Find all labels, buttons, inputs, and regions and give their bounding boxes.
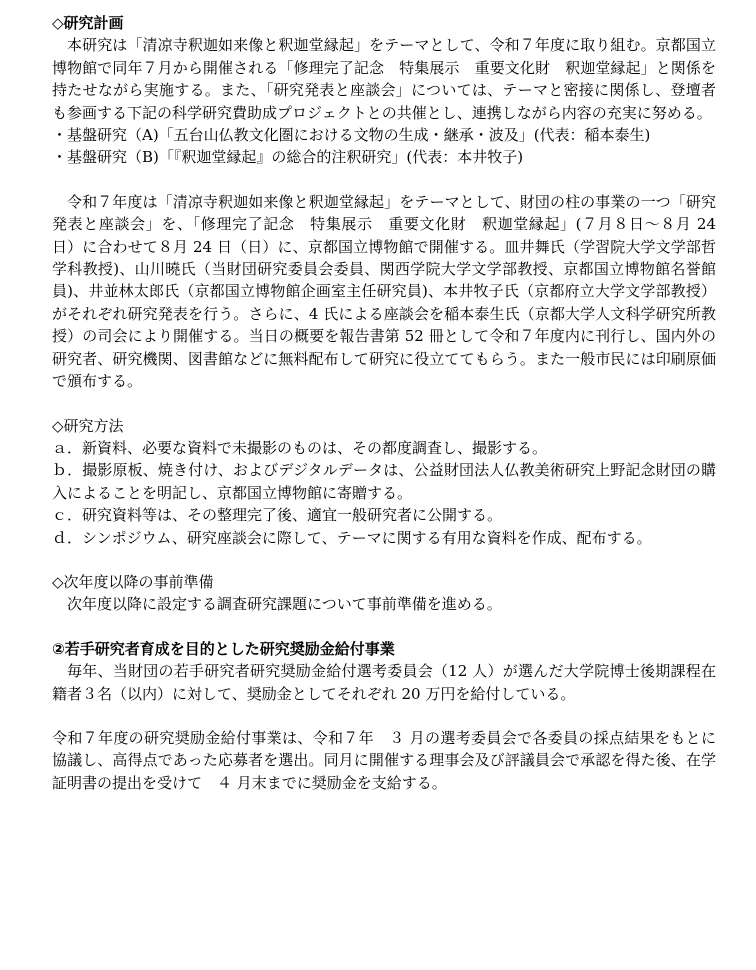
grant-project-item-b: ・基盤研究（B)「『釈迦堂縁起』の総合的注釈研究」(代表：本井牧子) xyxy=(52,148,524,167)
preparation-paragraph: 次年度以降に設定する調査研究課題について事前準備を進める。 xyxy=(67,595,502,614)
research-plan-paragraph: 本研究は「清凉寺釈迦如来像と釈迦堂縁起」をテーマとして、令和７年度に取り組む。京都国立博物館で同年７月から開催される「修理完了記念 特集展示 重要文化財 釈迦堂縁起」と関係を持たせながら実施する。また、「研究発表と座談会」については、テーマと密接に関係し、登壇者も参画する下記の科学研究費助成プロジェクトとの共催とし、連携しながら内容の充実に努める。 xyxy=(52,36,716,122)
method-item-b: ｂ．撮影原板、焼き付け、およびデジタルデータは、公益財団法人仏教美術研究上野記念財団の購入によることを明記し、京都国立博物館に寄贈する。 xyxy=(52,461,716,502)
grant-project-item-a: ・基盤研究（A)「五台山仏教文化圏における文物の生成・継承・波及」(代表：稲本泰生) xyxy=(52,126,651,145)
scholarship-heading: ②若手研究者育成を目的とした研究奨励金給付事業 xyxy=(52,639,395,658)
method-item-c: ｃ．研究資料等は、その整理完了後、適宜一般研究者に公開する。 xyxy=(52,506,503,525)
spacer xyxy=(52,705,716,727)
scholarship-process-paragraph: 令和７年度の研究奨励金給付事業は、令和７年 ３ 月の選考委員会で各委員の採点結果をもとに協議し、高得点であった応募者を選出。同月に開催する理事会及び評議員会で承認を得た後、在学証明書の提出を受けて ４ 月末までに奨励金を支給する。 xyxy=(52,728,716,792)
research-method-heading: ◇研究方法 xyxy=(52,416,124,435)
spacer xyxy=(52,169,716,191)
spacer xyxy=(52,616,716,638)
preparation-heading: ◇次年度以降の事前準備 xyxy=(52,572,214,591)
symposium-paragraph: 令和７年度は「清凉寺釈迦如来像と釈迦堂縁起」をテーマとして、財団の柱の事業の一つ「研究発表と座談会」を、「修理完了記念 特集展示 重要文化財 釈迦堂縁起」(７月８日～８月 24 日）に合わせて８月 24 日（日）に、京都国立博物館で開催する。皿井舞氏（学習院大学文学部哲学科教授)、山川曉氏（当財団研究委員会委員、関西学院大学文学部教授、京都国立博物館名誉館員)、井並林太郎氏（京都国立博物館企画室主任研究員)、本井牧子氏（京都府立大学文学部教授）がそれぞれ研究発表を行う。さらに、4 氏による座談会を稲本泰生氏（京都大学人文科学研究所教授）の司会により開催する。当日の概要を報告書第 52 冊として令和７年度内に刊行し、国内外の研究者、研究機関、図書館などに無料配布して研究に役立ててもらう。また一般市民には印刷原価で頒布する。 xyxy=(52,192,716,391)
spacer xyxy=(52,549,716,571)
research-plan-heading: ◇研究計画 xyxy=(52,14,124,32)
method-item-d: ｄ．シンポジウム、研究座談会に際して、テーマに関する有用な資料を作成、配布する。 xyxy=(52,528,652,547)
method-item-a: ａ．新資料、必要な資料で未撮影のものは、その都度調査し、撮影する。 xyxy=(52,438,548,457)
scholarship-paragraph: 毎年、当財団の若手研究者研究奨励金給付選考委員会（12 人）が選んだ大学院博士後期課程在籍者３名（以内）に対して、奨励金としてそれぞれ 20 万円を給付している。 xyxy=(52,662,716,703)
spacer xyxy=(52,393,716,415)
